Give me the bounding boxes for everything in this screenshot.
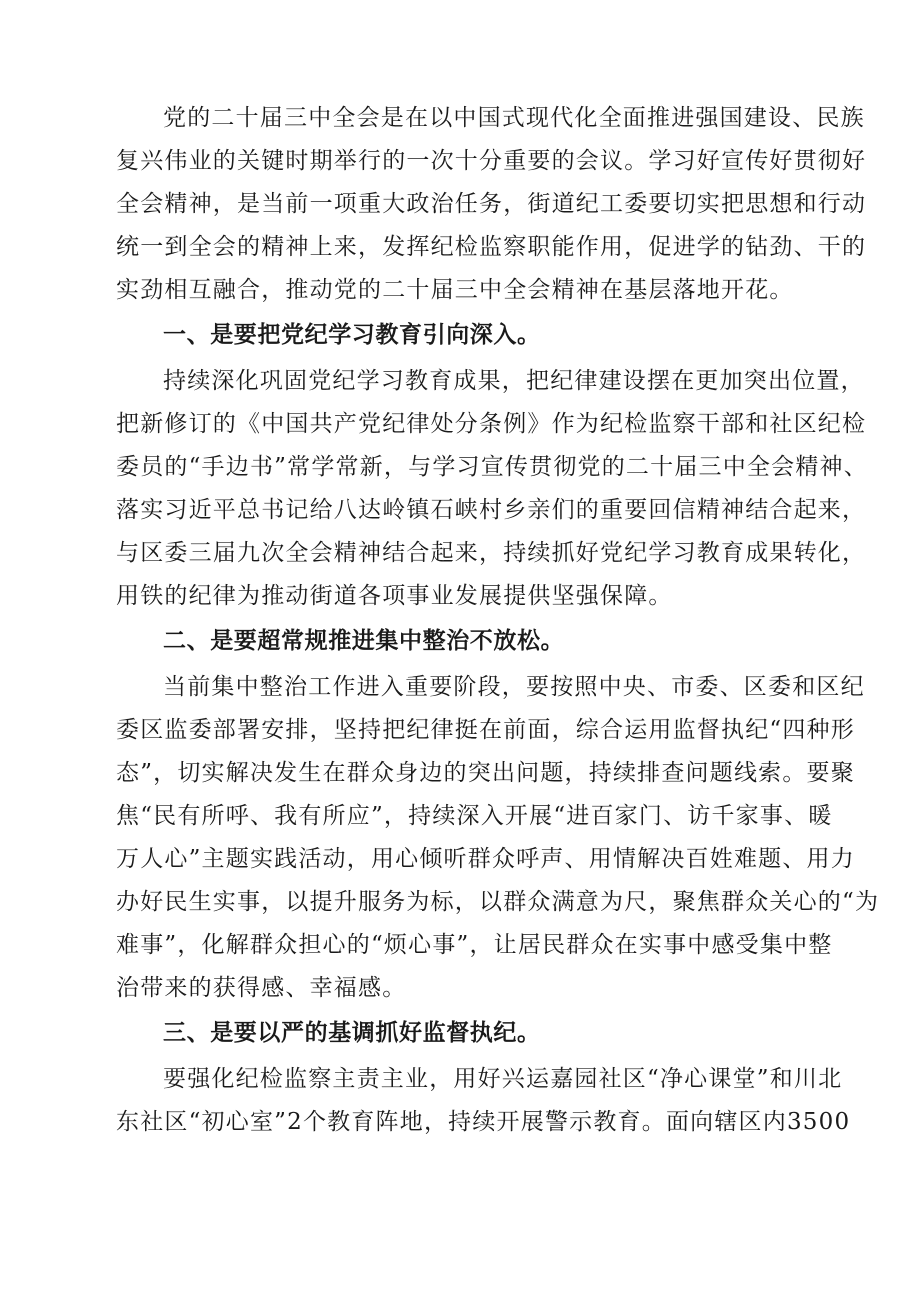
section2-line-7: 难事”，化解群众担心的“烦心事”，让居民群众在实事中感受集中整	[116, 932, 833, 958]
section3-line-2: 东社区“初心室”2个教育阵地，持续开展警示教育。面向辖区内3500	[116, 1109, 851, 1135]
section1-line-4: 落实习近平总书记给八达岭镇石峡村乡亲们的重要回信精神结合起来，	[116, 497, 867, 523]
section1-line-3: 委员的“手边书”常学常新，与学习宣传贯彻党的二十届三中全会精神、	[116, 454, 868, 480]
section2-line-4: 焦“民有所呼、我有所应”，持续深入开展“进百家门、访千家事、暖	[116, 803, 833, 829]
intro-line-1: 党的二十届三中全会是在以中国式现代化全面推进强国建设、民族	[163, 105, 865, 131]
section2-line-8: 治带来的获得感、幸福感。	[116, 975, 407, 1001]
section-heading-1: 一、是要把党纪学习教育引向深入。	[163, 322, 541, 348]
section1-line-1: 持续深化巩固党纪学习教育成果，把纪律建设摆在更加突出位置，	[163, 368, 865, 394]
section3-line-1: 要强化纪检监察主责主业，用好兴运嘉园社区“净心课堂”和川北	[163, 1066, 843, 1092]
intro-line-4: 统一到全会的精神上来，发挥纪检监察职能作用，促进学的钻劲、干的	[116, 234, 867, 260]
intro-line-5: 实劲相互融合，推动党的二十届三中全会精神在基层落地开花。	[116, 277, 794, 303]
section2-line-3: 态”，切实解决发生在群众身边的突出问题，持续排查问题线索。要聚	[116, 760, 855, 786]
section-heading-2: 二、是要超常规推进集中整治不放松。	[163, 628, 565, 654]
section1-line-6: 用铁的纪律为推动街道各项事业发展提供坚强保障。	[116, 583, 673, 609]
intro-line-2: 复兴伟业的关键时期举行的一次十分重要的会议。学习好宣传好贯彻好	[116, 148, 867, 174]
section1-line-2: 把新修订的《中国共产党纪律处分条例》作为纪检监察干部和社区纪检	[116, 411, 867, 437]
section-heading-3: 三、是要以严的基调抓好监督执纪。	[163, 1020, 541, 1046]
section2-line-2: 委区监委部署安排，坚持把纪律挺在前面，综合运用监督执纪“四种形	[116, 717, 855, 743]
section2-line-1: 当前集中整治工作进入重要阶段，要按照中央、市委、区委和区纪	[163, 674, 865, 700]
section2-line-6: 办好民生实事，以提升服务为标，以群众满意为尺，聚焦群众关心的“为	[116, 889, 880, 915]
section1-line-5: 与区委三届九次全会精神结合起来，持续抓好党纪学习教育成果转化，	[116, 540, 867, 566]
intro-line-3: 全会精神，是当前一项重大政治任务，街道纪工委要切实把思想和行动	[116, 191, 867, 217]
section2-line-5: 万人心”主题实践活动，用心倾听群众呼声、用情解决百姓难题、用力	[116, 846, 855, 872]
